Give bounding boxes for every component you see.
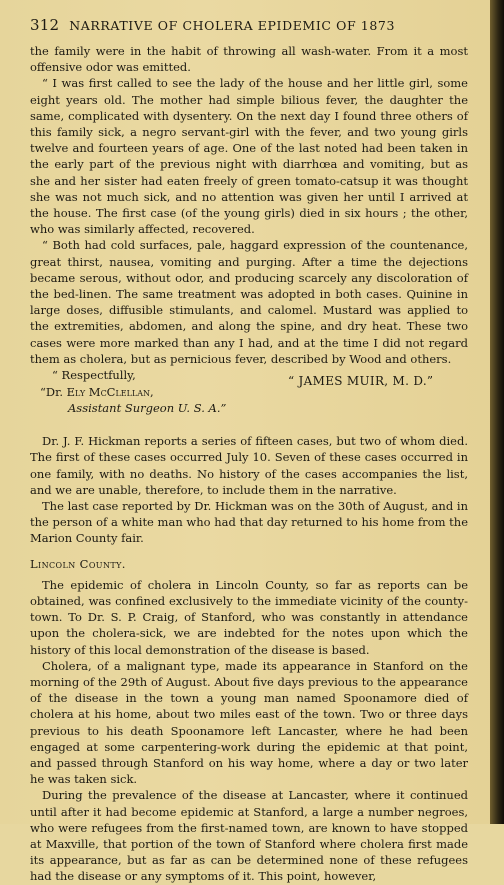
letter-recipient — [40, 385, 154, 399]
recipient-name: Ely McClellan, — [66, 385, 154, 400]
page-number: 312 — [30, 16, 60, 34]
recipient-prefix: “Dr. — [40, 385, 67, 400]
running-head: NARRATIVE OF CHOLERA EPIDEMIC OF 1873 — [69, 18, 396, 33]
paragraph: The epidemic of cholera in Lincoln County, so far as reports can be obtained, was confined exclusively to the immediate vicinity of the county-town. To Dr. S. P. Craig, of Stanford, who was constantly in attendance upon the cholera-sick, we are indebted for the notes upon which the history of this local demonstration of the disease is based. — [30, 577, 468, 657]
section-heading: Lincoln County. — [30, 556, 126, 571]
paragraph: Cholera, of a malignant type, made its appearance in Stanford on the morning of the 29th of August. About five days previous to the appearance of the disease in the town a young man named Spoonamore died of cholera at his home, about two miles east of the town. Two or three days previous to his death Spoonamore left Lancaster, where he had been engaged at some carpentering-work during the epidemic at that point, and passed through Stanford on his way home, where a day or two later he was taken sick. — [30, 658, 468, 787]
paragraph: Dr. J. F. Hickman reports a series of fifteen cases, but two of whom died. The first of these cases occurred July 10. Seven of these cases occurred in one family, with no deaths. No history of the cases accompanies the list, and we are unable, therefore, to include them in the narrative. — [30, 434, 468, 497]
book-spine-edge — [490, 0, 504, 824]
paragraph: The last case reported by Dr. Hickman was on the 30th of August, and in the person of a white man who had that day returned to his home from the Marion County fair. — [30, 499, 468, 546]
paragraph: “ Both had cold surfaces, pale, haggard expression of the countenance, great thirst, nausea, vomiting and purging. After a time the dejections became serous, without odor, and producing scarcely any discoloration of the bed-linen. The same treatment was adopted in both cases. Quinine in large doses, diffusible stimulants, and calomel. Mustard was applied to the extremities, abdomen, and along the spine, and dry heat. These two cases were more marked than any I had, and at the time I did not regard them as cholera, but as pernicious fever, described by Wood and others. — [30, 238, 468, 366]
recipient-title: Assistant Surgeon U. S. A.” — [68, 401, 227, 416]
paragraph: the family were in the habit of throwing all wash-water. From it a most offensive odor was emitted. — [30, 44, 468, 75]
paragraph: “ I was first called to see the lady of the house and her little girl, some eight years old. The mother had simple bilious fever, the daughter the same, complicated with dysentery. On the next day I found three others of this family sick, a negro servant-girl with the fever, and two young girls twelve and fourteen years of age. One of the last noted had been taken in the early part of the previous night with diarrhœa and vomiting, but as she and her sister had eaten freely of green tomato-catsup it was thought she was not much sick, and no attention was given her until I arrived at the house. The first case (of the young girls) died in six hours ; the other, who was similarly affected, recovered. — [30, 76, 468, 237]
closing-line: “ Respectfully, — [52, 368, 136, 383]
letter-author: “ JAMES MUIR, M. D.” — [288, 374, 434, 389]
paragraph: During the prevalence of the disease at Lancaster, where it continued until after it had become epidemic at Stanford, a large a number negroes, who were refugees from the first-named town, are known to have stopped at Maxville, that portion of the town of Stanford where cholera first made its appearance, but as far as can be determined none of these refugees had the disease or any symptoms of it. This point, however, — [30, 788, 468, 884]
page-header — [30, 16, 468, 34]
